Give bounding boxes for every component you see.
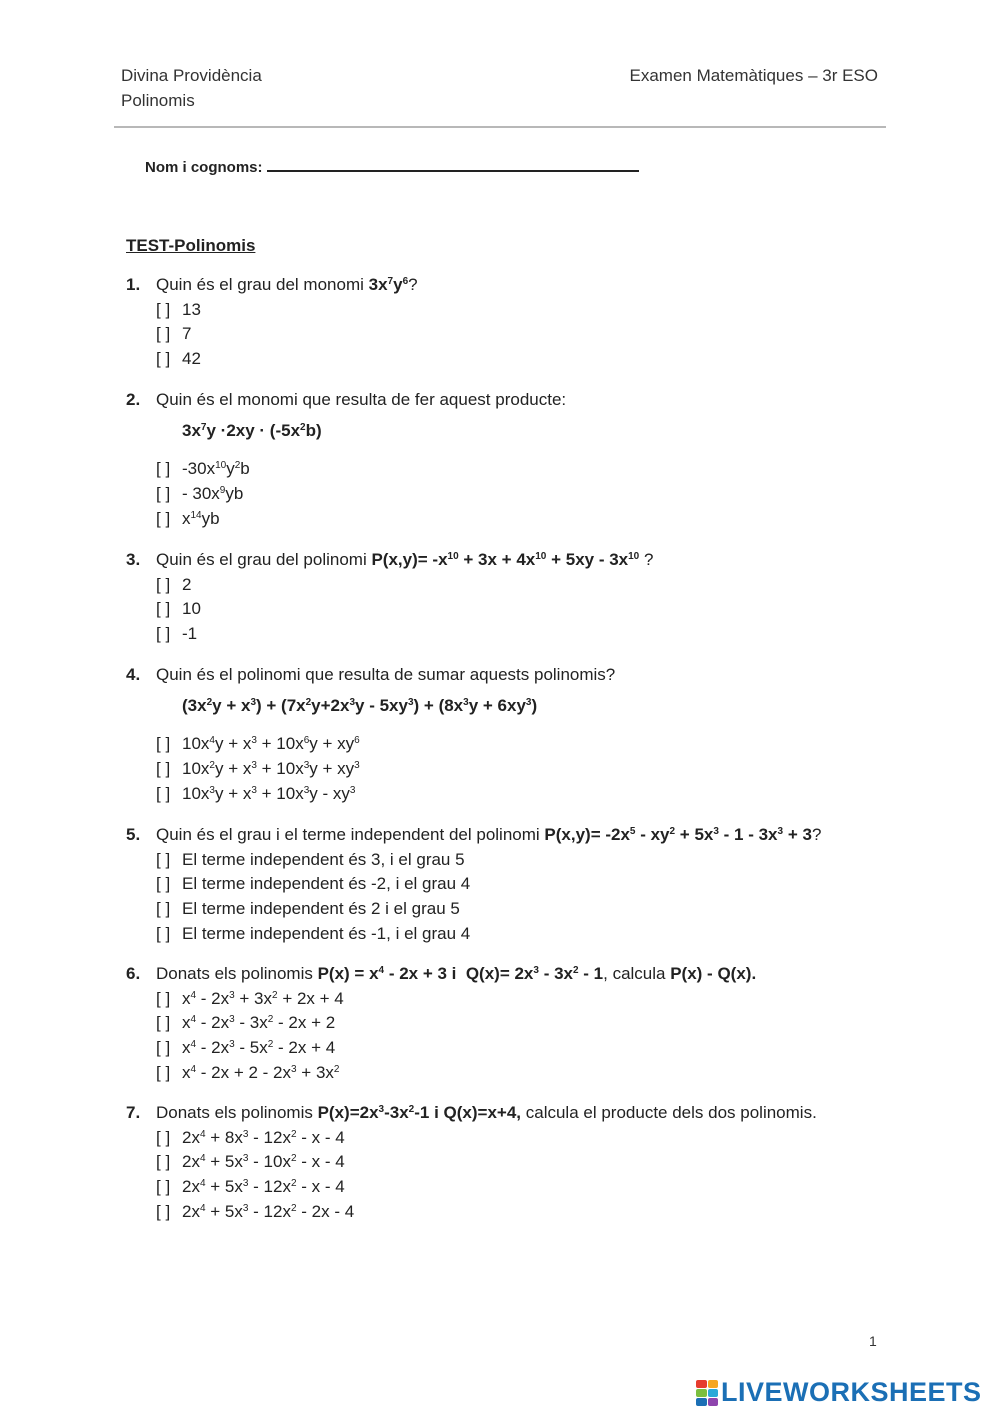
option-checkbox[interactable]: [ ] bbox=[156, 988, 171, 1008]
question-7 bbox=[126, 1101, 817, 1225]
option-checkbox[interactable]: [ ] bbox=[156, 1062, 171, 1082]
question-text-calc: calcula el producte dels dos polinomis. bbox=[521, 1103, 817, 1122]
option[interactable] bbox=[126, 848, 821, 873]
option-checkbox[interactable]: [ ] bbox=[156, 783, 171, 803]
question-math: $P(x) = x^4 - 2x + 3$ i $Q(x)= 2x^3 - 3x^2 - 1$ bbox=[317, 964, 604, 983]
option-checkbox[interactable]: [ ] bbox=[156, 459, 171, 479]
option[interactable] bbox=[126, 322, 418, 347]
question-number: 2. bbox=[126, 390, 141, 409]
question-math: $3x^7y^6$ bbox=[368, 275, 409, 294]
question-4 bbox=[126, 663, 615, 807]
option[interactable] bbox=[126, 457, 566, 482]
option-checkbox[interactable]: [ ] bbox=[156, 624, 171, 644]
option-checkbox[interactable]: [ ] bbox=[156, 1013, 171, 1033]
option-text: El terme independent és -1, i el grau 4 bbox=[182, 923, 471, 943]
option-checkbox[interactable]: [ ] bbox=[156, 299, 171, 319]
question-1: 1. Quin és el grau del monomi $3x^7y^6$? [ ] 13 [ ] 7 [ ] 42 bbox=[126, 273, 418, 372]
question-5: 5. Quin és el grau i el terme independent del polinomi $P(x,y)= -2x^5 - xy^2 + 5x^3 - 1 - 3x^3 + 3$? [ ] El terme independent és 3, i el grau 5 [ ] El terme independent és -2, i el grau 4 [ ] El terme independent és 2 i el grau 5 [ ] El terme independent és -1, i el grau 4 bbox=[126, 823, 821, 947]
option-text: El terme independent és 3, i el grau 5 bbox=[182, 849, 465, 869]
header-divider bbox=[114, 126, 886, 128]
question-number: 4. bbox=[126, 665, 141, 684]
option-text: El terme independent és -2, i el grau 4 bbox=[182, 874, 471, 894]
option-checkbox[interactable]: [ ] bbox=[156, 508, 171, 528]
option-text: $10x^4y + x^3 + 10x^6y + xy^6$ bbox=[182, 734, 360, 754]
option[interactable] bbox=[126, 1011, 756, 1036]
question-expression: $(3x^2y + x^3) + (7x^2y+2x^3y - 5xy^3) + (8x^3y + 6xy^3)$ bbox=[182, 695, 538, 715]
option-checkbox[interactable]: [ ] bbox=[156, 1127, 171, 1147]
option-text: $x^4 - 2x^3 - 5x^2 - 2x + 4$ bbox=[182, 1038, 336, 1058]
question-text: Quin és el grau i el terme independent del polinomi bbox=[156, 825, 545, 844]
option[interactable] bbox=[126, 482, 566, 507]
question-number: 5. bbox=[126, 825, 141, 844]
option[interactable] bbox=[126, 597, 653, 622]
option-text: 2 bbox=[182, 574, 192, 594]
option-text: $2x^4 + 5x^3 - 12x^2 - x - 4$ bbox=[182, 1177, 345, 1197]
liveworksheets-logo-icon bbox=[696, 1380, 718, 1406]
question-6 bbox=[126, 962, 756, 1086]
option[interactable] bbox=[126, 298, 418, 323]
option-checkbox[interactable]: [ ] bbox=[156, 574, 171, 594]
test-title: TEST-Polinomis bbox=[126, 236, 256, 255]
option-checkbox[interactable]: [ ] bbox=[156, 599, 171, 619]
question-2 bbox=[126, 388, 566, 532]
question-number: 1. bbox=[126, 275, 141, 294]
question-text: Quin és el polinomi que resulta de sumar aquests polinomis? bbox=[156, 665, 616, 684]
school-name: Divina Providència bbox=[121, 66, 262, 85]
question-number: 6. bbox=[126, 964, 141, 983]
option-text: $10x^2y + x^3 + 10x^3y + xy^3$ bbox=[182, 759, 360, 779]
option-checkbox[interactable]: [ ] bbox=[156, 349, 171, 369]
option[interactable] bbox=[126, 573, 653, 598]
question-3: 3. Quin és el grau del polinomi $P(x,y)= -x^{10} + 3x + 4x^{10} + 5xy - 3x^{10}$ ? [ ] 2 [ ] 10 [ ] -1 bbox=[126, 548, 653, 647]
option[interactable] bbox=[126, 347, 418, 372]
name-field-row bbox=[145, 156, 639, 176]
page-number: 1 bbox=[869, 1333, 877, 1349]
option[interactable] bbox=[126, 987, 756, 1012]
option[interactable] bbox=[126, 1061, 756, 1086]
question-text: Donats els polinomis bbox=[156, 1103, 318, 1122]
option[interactable] bbox=[126, 1126, 817, 1151]
liveworksheets-brand[interactable] bbox=[696, 1377, 982, 1408]
question-number: 3. bbox=[126, 550, 141, 569]
option-text: $2x^4 + 5x^3 - 10x^2 - x - 4$ bbox=[182, 1152, 345, 1172]
option-text: $-30x^{10}y^2b$ bbox=[182, 459, 250, 479]
topic-name: Polinomis bbox=[121, 91, 195, 110]
option-checkbox[interactable]: [ ] bbox=[156, 899, 171, 919]
option[interactable] bbox=[126, 1150, 817, 1175]
option-checkbox[interactable]: [ ] bbox=[156, 849, 171, 869]
option-text: $x^4 - 2x + 2 - 2x^3 + 3x^2$ bbox=[182, 1062, 340, 1082]
option-text: $x^{14}yb$ bbox=[182, 508, 220, 528]
option-checkbox[interactable]: [ ] bbox=[156, 1152, 171, 1172]
question-number: 7. bbox=[126, 1103, 141, 1122]
option[interactable] bbox=[126, 872, 821, 897]
option-checkbox[interactable]: [ ] bbox=[156, 734, 171, 754]
option-checkbox[interactable]: [ ] bbox=[156, 1177, 171, 1197]
option-text: $2x^4 + 5x^3 - 12x^2 - 2x - 4$ bbox=[182, 1201, 355, 1221]
name-input-line[interactable] bbox=[267, 156, 639, 172]
question-math-target: P(x) - Q(x). bbox=[670, 964, 757, 983]
question-text: Quin és el grau del polinomi bbox=[156, 550, 372, 569]
liveworksheets-wordmark: LIVEWORKSHEETS bbox=[721, 1377, 982, 1407]
option-text: El terme independent és 2 i el grau 5 bbox=[182, 899, 460, 919]
option-checkbox[interactable]: [ ] bbox=[156, 1038, 171, 1058]
option-text: $x^4 - 2x^3 + 3x^2 + 2x + 4$ bbox=[182, 988, 344, 1008]
option-text: 42 bbox=[182, 349, 201, 369]
question-text: Quin és el grau del monomi bbox=[156, 275, 369, 294]
option-checkbox[interactable]: [ ] bbox=[156, 484, 171, 504]
option[interactable] bbox=[126, 782, 615, 807]
question-math: $P(x,y)= -2x^5 - xy^2 + 5x^3 - 1 - 3x^3 + 3$ bbox=[544, 825, 812, 844]
option-text: -1 bbox=[182, 624, 198, 644]
option[interactable] bbox=[126, 1036, 756, 1061]
question-math: $P(x)=2x^3-3x^2-1$ i Q(x)=x+4, bbox=[317, 1103, 522, 1122]
option-text: 10 bbox=[182, 599, 201, 619]
option-text: $10x^3y + x^3 + 10x^3y - xy^3$ bbox=[182, 783, 356, 803]
option-checkbox[interactable]: [ ] bbox=[156, 324, 171, 344]
option-text: $2x^4 + 8x^3 - 12x^2 - x - 4$ bbox=[182, 1127, 345, 1147]
option[interactable] bbox=[126, 507, 566, 532]
option[interactable] bbox=[126, 897, 821, 922]
option-checkbox[interactable]: [ ] bbox=[156, 923, 171, 943]
question-text-calc: , calcula bbox=[603, 964, 671, 983]
name-label: Nom i cognoms: bbox=[145, 159, 263, 176]
question-text: Quin és el monomi que resulta de fer aquest producte: bbox=[156, 390, 567, 409]
option[interactable] bbox=[126, 1200, 817, 1225]
option-checkbox[interactable]: [ ] bbox=[156, 1201, 171, 1221]
option-text: 13 bbox=[182, 299, 201, 319]
option[interactable] bbox=[126, 922, 821, 947]
option[interactable] bbox=[126, 1175, 817, 1200]
option-checkbox[interactable]: [ ] bbox=[156, 759, 171, 779]
option[interactable] bbox=[126, 732, 615, 757]
exam-title: Examen Matemàtiques – 3r ESO bbox=[629, 66, 878, 85]
option[interactable] bbox=[126, 757, 615, 782]
option-text: $x^4 - 2x^3 - 3x^2 - 2x + 2$ bbox=[182, 1013, 336, 1033]
option-text: - $30x^9yb$ bbox=[182, 484, 244, 504]
option[interactable] bbox=[126, 622, 653, 647]
question-expression: $3x^7y \cdot 2xy \cdot (-5x^2b)$ bbox=[182, 420, 322, 440]
question-text: Donats els polinomis bbox=[156, 964, 318, 983]
question-math: $P(x,y)= -x^{10} + 3x + 4x^{10} + 5xy - 3x^{10}$ bbox=[371, 550, 640, 569]
option-text: 7 bbox=[182, 324, 192, 344]
option-checkbox[interactable]: [ ] bbox=[156, 874, 171, 894]
